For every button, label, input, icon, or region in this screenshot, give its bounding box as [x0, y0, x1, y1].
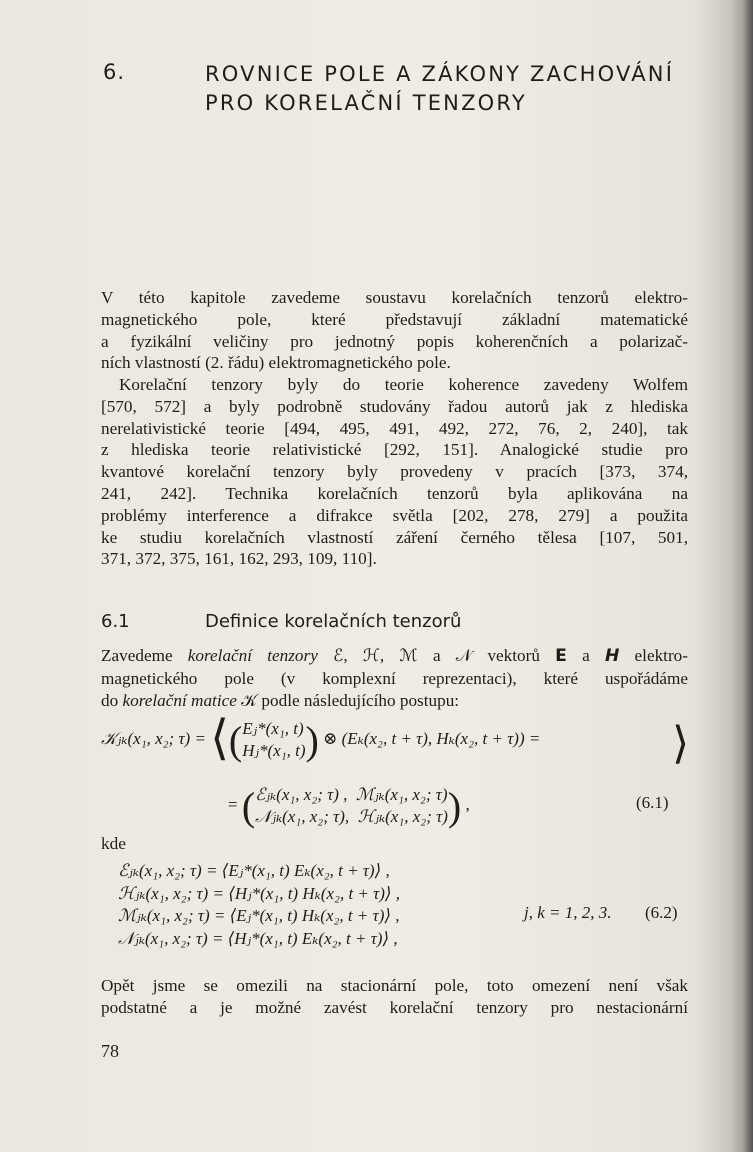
chapter-title-line: ROVNICE POLE A ZÁKONY ZACHOVÁNÍ [205, 62, 675, 86]
text-line: kvantové korelační tenzory byly provedeny v pracích [373, 374, [101, 462, 688, 482]
matrix-row: 𝒩ⱼₖ(x₁, x₂; τ), ℋⱼₖ(x₁, x₂; τ) [255, 807, 448, 826]
term-korelacni-matice: korelační matice [122, 690, 237, 710]
chapter-number: 6. [103, 60, 126, 84]
text-line: 371, 372, 375, 161, 162, 293, 109, 110]. [101, 549, 377, 569]
vector-h: H [604, 646, 620, 666]
vector-e: E [555, 646, 567, 666]
equation-line: ℳⱼₖ(x₁, x₂; τ) = ⟨Eⱼ*(x₁, t) Hₖ(x₂, t + τ)⟩ , [118, 906, 400, 925]
chapter-title [205, 60, 674, 118]
page-edge-shadow [743, 0, 753, 1152]
intro-paragraph [101, 287, 688, 374]
equation-6-2 [118, 860, 400, 950]
text-line: a fyzikální veličiny pro jednotný popis koherenčních a polarizač- [101, 331, 688, 351]
equation-number: (6.2) [645, 903, 678, 922]
history-paragraph [101, 374, 688, 570]
equation-number: (6.1) [636, 793, 669, 812]
text-line: do korelační matice 𝒦 podle následujícího postupu: [101, 690, 460, 710]
section-number: 6.1 [101, 611, 130, 632]
equation-indices: j, k = 1, 2, 3. [524, 903, 612, 922]
term-korelacni-tenzory: korelační tenzory [187, 646, 318, 665]
equation-line: ℰⱼₖ(x₁, x₂; τ) = ⟨Eⱼ*(x₁, t) Eₖ(x₂, t + τ)⟩ , [118, 861, 390, 880]
kde-label: kde [101, 834, 126, 853]
text-line: ke studiu korelačních vlastností záření černého tělesa [107, 501, [101, 527, 688, 547]
text-line: podstatné a je možné zavést korelační tenzory pro nestacionární [101, 997, 688, 1017]
closing-paragraph [101, 975, 688, 1019]
book-page: 6. ROVNICE POLE A ZÁKONY ZACHOVÁNÍ PRO KORELAČNÍ TENZORY V této kapitole zavedeme soustavu korelačních tenzorů elektro- magnetického pole, které představují základní matematické a fyzikální veličiny pro jednotný popis koherenčních a polarizač- ních vlastností (2. řádu) elektromagnetického pole. Korelační tenzory byly do teorie koherence zavedeny Wolfem [570, 572] a byly podrobně studovány řadou autorů jak z hlediska nerelativistické teorie [494, 495, 491, 492, 272, 76, 2, 240], tak z hlediska teorie relativistické [292, 151]. Analogické studie pro kvantové korelační tenzory byly provedeny v pracích [373, 374, 241, 242]. Technika korelačních tenzorů byla aplikována na problémy interference a difrakce světla [202, 278, 279] a použita ke studiu korelačních vlastností záření černého tělesa [107, 501, 371, 372, 375, 161, 162, 293, 109, 110]. 6.1 Definice korelačních tenzorů Zavedeme korelační tenzory ℰ, ℋ, ℳ a 𝒩 vektorů E a H elektro- magnetického pole (v komplexní reprezentaci), které uspořádáme do korelační matice 𝒦 podle následujícího postupu: 𝒦ⱼₖ(x₁, x₂; τ) = ⟨( Eⱼ*(x₁, t) Hⱼ*(x₁, t) ) ⊗ (Eₖ(x₂, t + τ), Hₖ(x₂, t + τ)) = ⟩ = ( ℰⱼₖ(x₁, x₂; τ) , ℳⱼₖ(x₁, x₂; τ) 𝒩ⱼₖ(x₁, x₂; τ), ℋⱼₖ(x₁, x₂; τ) ) , (6.1) kde ℰⱼₖ(x₁, x₂; τ) = ⟨Eⱼ*(x₁, t) Eₖ(x₂, t + τ)⟩ , ℋⱼₖ(x₁, x₂; τ) = ⟨Hⱼ*(x₁, t) Hₖ(x₂, t + τ)⟩ , ℳⱼₖ(x₁, x₂; τ) = ⟨Eⱼ*(x₁, t) Hₖ(x₂, t + τ)⟩ , 𝒩ⱼₖ(x₁, x₂; τ) = ⟨Hⱼ*(x₁, t) Eₖ(x₂, t + τ)⟩ , j, k = 1, 2, 3. (6.2) Opět jsme se omezili na stacionární pole, toto omezení není však podstatné a je možné zavést korelační tenzory pro nestacionární 78 [0, 0, 753, 1152]
text-line: problémy interference a difrakce světla [202, 278, 279] a použita [101, 505, 688, 525]
equation-6-1-matrix: = ( ℰⱼₖ(x₁, x₂; τ) , ℳⱼₖ(x₁, x₂; τ) 𝒩ⱼₖ(x₁, x₂; τ), ℋⱼₖ(x₁, x₂; τ) ) , [228, 783, 470, 829]
text-line: z hlediska teorie relativistické [292, 151]. Analogické studie pro [101, 440, 688, 460]
section-title: Definice korelačních tenzorů [205, 611, 462, 632]
text-line: Zavedeme korelační tenzory ℰ, ℋ, ℳ a 𝒩 vektorů E a H elektro- [101, 646, 688, 666]
text-line: magnetického pole (v komplexní reprezentaci), které uspořádáme [101, 668, 688, 688]
text-line: [570, 572] a byly podrobně studovány řadou autorů jak z hlediska [101, 396, 688, 416]
text-line: Opět jsme se omezili na stacionární pole, toto omezení není však [101, 976, 688, 995]
definition-paragraph [101, 645, 688, 711]
text-line: 241, 242]. Technika korelačních tenzorů byla aplikována na [101, 483, 688, 503]
equation-line: 𝒩ⱼₖ(x₁, x₂; τ) = ⟨Hⱼ*(x₁, t) Eₖ(x₂, t + τ)⟩ , [118, 928, 398, 948]
correlation-matrix [255, 784, 448, 828]
text-line: nerelativistické teorie [494, 495, 491, 492, 272, 76, 2, 240], tak [101, 418, 688, 438]
text-line: V této kapitole zavedeme soustavu korelačních tenzorů elektro- [101, 288, 688, 307]
column-vector: Eⱼ*(x₁, t) Hⱼ*(x₁, t) [242, 719, 306, 760]
equation-line: ℋⱼₖ(x₁, x₂; τ) = ⟨Hⱼ*(x₁, t) Hₖ(x₂, t + τ)⟩ , [118, 883, 401, 903]
chapter-title-line: PRO KORELAČNÍ TENZORY [205, 91, 527, 115]
matrix-row: ℰⱼₖ(x₁, x₂; τ) , ℳⱼₖ(x₁, x₂; τ) [255, 785, 448, 804]
equation-6-1-line-1: 𝒦ⱼₖ(x₁, x₂; τ) = ⟨( Eⱼ*(x₁, t) Hⱼ*(x₁, t) ) ⊗ (Eₖ(x₂, t + τ), Hₖ(x₂, t + τ)) = [101, 711, 541, 765]
text-line: ních vlastností (2. řádu) elektromagnetického pole. [101, 353, 451, 373]
text-line: magnetického pole, které představují základní matematické [101, 309, 688, 329]
page-number: 78 [101, 1041, 119, 1061]
text-line: Korelační tenzory byly do teorie koherence zavedeny Wolfem [119, 375, 688, 394]
